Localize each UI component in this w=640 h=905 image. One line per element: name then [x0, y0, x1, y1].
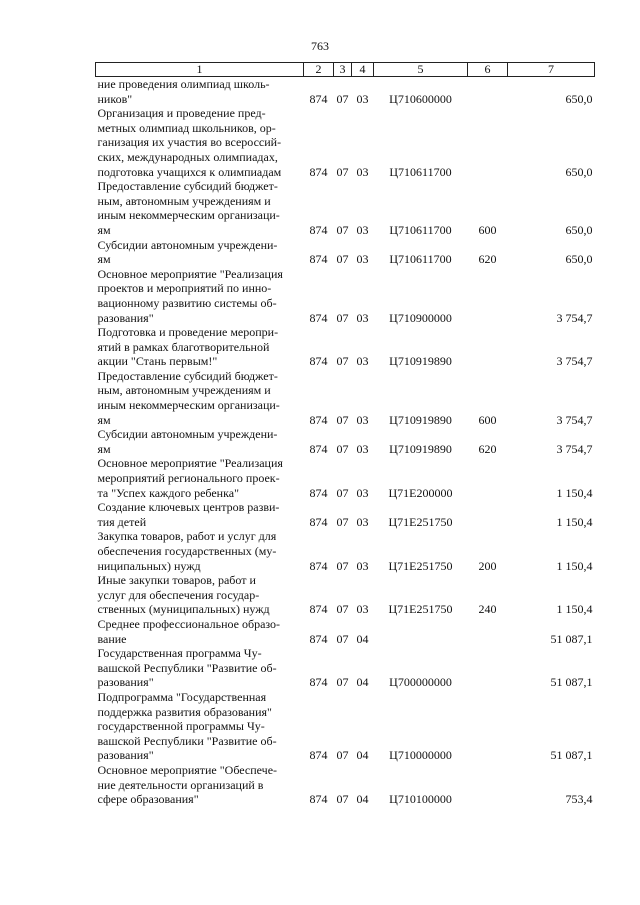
table-row	[96, 646, 595, 690]
target-article-code: Ц71E251750	[388, 558, 453, 573]
row-name	[96, 267, 304, 325]
row-name-line: ятий в рамках благотворительной	[97, 339, 270, 354]
target-article-code: Ц710611700	[389, 252, 452, 267]
row-name-line: метных олимпиад школьников, ор-	[97, 120, 276, 135]
section-code: 07	[336, 412, 349, 427]
subsection-code: 03	[356, 441, 369, 456]
row-name-line: ниципальных) нужд	[97, 558, 201, 573]
subsection-code: 04	[356, 631, 369, 646]
chapter-code: 874	[309, 485, 328, 500]
target-article-code: Ц710919890	[389, 354, 452, 369]
row-name-line: Организация и проведение пред-	[97, 106, 266, 121]
subsection-code: 04	[356, 748, 369, 763]
section-code: 07	[336, 164, 349, 179]
expense-type-code: 600	[478, 222, 497, 237]
target-article-code: Ц710611700	[389, 222, 452, 237]
section-code: 07	[336, 485, 349, 500]
column-header-5: 5	[374, 63, 468, 77]
row-name-line: ских, международных олимпиадах,	[97, 149, 278, 164]
row-name	[96, 77, 304, 107]
amount: 650,0	[565, 222, 593, 237]
row-name	[96, 529, 304, 573]
row-name-line: мероприятий регионального проек-	[97, 471, 280, 486]
expense-type-code	[468, 617, 508, 646]
target-article-code: Ц710611700	[389, 164, 452, 179]
chapter-code: 874	[309, 91, 328, 106]
table-row	[96, 456, 595, 500]
column-header-2: 2	[304, 63, 334, 77]
row-name-line: ям	[97, 441, 111, 456]
target-article-code: Ц710919890	[389, 441, 452, 456]
section-code: 07	[336, 748, 349, 763]
table-row	[96, 369, 595, 427]
row-name-line: Субсидии автономным учреждени-	[97, 237, 278, 252]
row-name	[96, 106, 304, 179]
row-name-line: ганизация их участия во всероссий-	[97, 135, 282, 150]
amount: 51 087,1	[550, 675, 593, 690]
row-name	[96, 456, 304, 500]
expense-type-code	[468, 456, 508, 500]
expense-type-code	[468, 267, 508, 325]
expense-type-code: 620	[478, 252, 497, 267]
row-name-line: Иные закупки товаров, работ и	[97, 573, 256, 588]
section-code: 07	[336, 441, 349, 456]
table-row	[96, 573, 595, 617]
column-header-4: 4	[352, 63, 374, 77]
table-row	[96, 325, 595, 369]
expense-type-code: 200	[478, 558, 497, 573]
target-article-code: Ц71E200000	[388, 485, 453, 500]
row-name	[96, 179, 304, 237]
target-article-code: Ц71E251750	[388, 514, 453, 529]
row-name	[96, 617, 304, 646]
section-code: 07	[336, 602, 349, 617]
chapter-code: 874	[309, 792, 328, 807]
section-code: 07	[336, 252, 349, 267]
row-name-line: Среднее профессиональное образо-	[97, 616, 281, 631]
row-name-line: ным, автономным учреждениям и	[97, 383, 271, 398]
row-name-line: Основное мероприятие "Реализация	[97, 266, 283, 281]
expense-type-code: 620	[478, 441, 497, 456]
target-article-code: Ц710000000	[389, 748, 452, 763]
row-name-line: та "Успех каждого ребенка"	[97, 485, 239, 500]
expense-type-code	[468, 500, 508, 529]
row-name-line: вашской Республики "Развитие об-	[97, 733, 277, 748]
chapter-code: 874	[309, 412, 328, 427]
table-row	[96, 500, 595, 529]
target-article-code	[374, 617, 468, 646]
chapter-code: 874	[309, 602, 328, 617]
subsection-code: 03	[356, 252, 369, 267]
row-name-line: Государственная программа Чу-	[97, 646, 262, 661]
row-name-line: вашской Республики "Развитие об-	[97, 660, 277, 675]
expense-type-code	[468, 646, 508, 690]
row-name	[96, 238, 304, 267]
row-name-line: поддержка развития образования"	[97, 704, 272, 719]
section-code: 07	[336, 558, 349, 573]
column-header-7: 7	[508, 63, 595, 77]
chapter-code: 874	[309, 558, 328, 573]
expense-type-code	[468, 77, 508, 107]
chapter-code: 874	[309, 354, 328, 369]
row-name-line: государственной программы Чу-	[97, 719, 265, 734]
subsection-code: 03	[356, 514, 369, 529]
row-name-line: ным, автономным учреждениям и	[97, 193, 271, 208]
expense-type-code	[468, 690, 508, 763]
subsection-code: 03	[356, 222, 369, 237]
chapter-code: 874	[309, 748, 328, 763]
amount: 3 754,7	[556, 441, 593, 456]
section-code: 07	[336, 354, 349, 369]
target-article-code: Ц700000000	[389, 675, 452, 690]
row-name-line: проектов и мероприятий по инно-	[97, 281, 272, 296]
column-header-1: 1	[96, 63, 304, 77]
row-name	[96, 573, 304, 617]
row-name-line: иным некоммерческим организаци-	[97, 208, 280, 223]
table-row	[96, 763, 595, 807]
section-code: 07	[336, 91, 349, 106]
row-name	[96, 427, 304, 456]
row-name-line: Предоставление субсидий бюджет-	[97, 179, 278, 194]
row-name	[96, 369, 304, 427]
table-row	[96, 529, 595, 573]
row-name-line: ям	[97, 222, 111, 237]
row-name-line: разования"	[97, 748, 154, 763]
page-number: 763	[311, 39, 329, 53]
table-row	[96, 427, 595, 456]
subsection-code: 03	[356, 164, 369, 179]
table-row	[96, 690, 595, 763]
amount: 3 754,7	[556, 310, 593, 325]
row-name-line: иным некоммерческим организаци-	[97, 398, 280, 413]
row-name-line: ников"	[97, 91, 133, 106]
row-name	[96, 763, 304, 807]
row-name-line: подготовка учащихся к олимпиадам	[97, 164, 282, 179]
table-row	[96, 267, 595, 325]
amount: 650,0	[565, 164, 593, 179]
row-name-line: Основное мероприятие "Обеспече-	[97, 762, 278, 777]
row-name-line: сфере образования"	[97, 792, 199, 807]
table-row	[96, 238, 595, 267]
expense-type-code	[468, 763, 508, 807]
row-name-line: акции "Стань первым!"	[97, 354, 218, 369]
table-row	[96, 179, 595, 237]
section-code: 07	[336, 792, 349, 807]
budget-table	[95, 62, 595, 807]
chapter-code: 874	[309, 631, 328, 646]
amount: 650,0	[565, 252, 593, 267]
section-code: 07	[336, 675, 349, 690]
expense-type-code: 600	[478, 412, 497, 427]
subsection-code: 03	[356, 91, 369, 106]
amount: 3 754,7	[556, 412, 593, 427]
row-name-line: Создание ключевых центров разви-	[97, 500, 280, 515]
row-name-line: услуг для обеспечения государ-	[97, 587, 260, 602]
amount: 3 754,7	[556, 354, 593, 369]
row-name-line: ственных (муниципальных) нужд	[97, 602, 270, 617]
subsection-code: 03	[356, 602, 369, 617]
section-code: 07	[336, 514, 349, 529]
row-name-line: обеспечения государственных (му-	[97, 544, 277, 558]
subsection-code: 03	[356, 310, 369, 325]
row-name-line: вационному развитию системы об-	[97, 295, 277, 310]
amount: 1 150,4	[556, 485, 593, 500]
subsection-code: 04	[356, 675, 369, 690]
subsection-code: 04	[356, 792, 369, 807]
target-article-code: Ц710600000	[389, 91, 452, 106]
row-name-line: разования"	[97, 310, 154, 325]
target-article-code: Ц710100000	[389, 792, 452, 807]
table-row	[96, 617, 595, 646]
target-article-code: Ц710900000	[389, 310, 452, 325]
row-name-line: ям	[97, 412, 111, 427]
chapter-code: 874	[309, 222, 328, 237]
chapter-code: 874	[309, 310, 328, 325]
expense-type-code	[468, 325, 508, 369]
table-header-row	[96, 63, 595, 77]
row-name-line: вание	[97, 631, 127, 646]
chapter-code: 874	[309, 675, 328, 690]
column-header-6: 6	[468, 63, 508, 77]
subsection-code: 03	[356, 485, 369, 500]
table-row	[96, 77, 595, 107]
row-name	[96, 646, 304, 690]
amount: 650,0	[565, 91, 593, 106]
amount: 51 087,1	[550, 631, 593, 646]
table-row	[96, 106, 595, 179]
amount: 51 087,1	[550, 748, 593, 763]
amount: 1 150,4	[556, 558, 593, 573]
subsection-code: 03	[356, 354, 369, 369]
row-name-line: ние проведения олимпиад школь-	[97, 77, 270, 91]
row-name-line: Подпрограмма "Государственная	[97, 689, 267, 704]
row-name-line: разования"	[97, 675, 154, 690]
section-code: 07	[336, 310, 349, 325]
amount: 753,4	[565, 792, 593, 807]
row-name-line: Субсидии автономным учреждени-	[97, 427, 278, 442]
row-name-line: Основное мероприятие "Реализация	[97, 456, 283, 471]
subsection-code: 03	[356, 558, 369, 573]
subsection-code: 03	[356, 412, 369, 427]
section-code: 07	[336, 631, 349, 646]
row-name-line: Подготовка и проведение меропри-	[97, 325, 279, 340]
row-name-line: тия детей	[97, 514, 147, 529]
row-name	[96, 325, 304, 369]
row-name-line: ние деятельности организаций в	[97, 777, 264, 792]
expense-type-code: 240	[478, 602, 497, 617]
chapter-code: 874	[309, 441, 328, 456]
row-name-line: Закупка товаров, работ и услуг для	[97, 529, 277, 544]
chapter-code: 874	[309, 514, 328, 529]
table-body	[96, 77, 595, 807]
column-header-3: 3	[334, 63, 352, 77]
expense-type-code	[468, 106, 508, 179]
amount: 1 150,4	[556, 514, 593, 529]
row-name	[96, 500, 304, 529]
amount: 1 150,4	[556, 602, 593, 617]
chapter-code: 874	[309, 164, 328, 179]
chapter-code: 874	[309, 252, 328, 267]
section-code: 07	[336, 222, 349, 237]
row-name-line: Предоставление субсидий бюджет-	[97, 368, 278, 383]
row-name	[96, 690, 304, 763]
target-article-code: Ц710919890	[389, 412, 452, 427]
row-name-line: ям	[97, 252, 111, 267]
target-article-code: Ц71E251750	[388, 602, 453, 617]
